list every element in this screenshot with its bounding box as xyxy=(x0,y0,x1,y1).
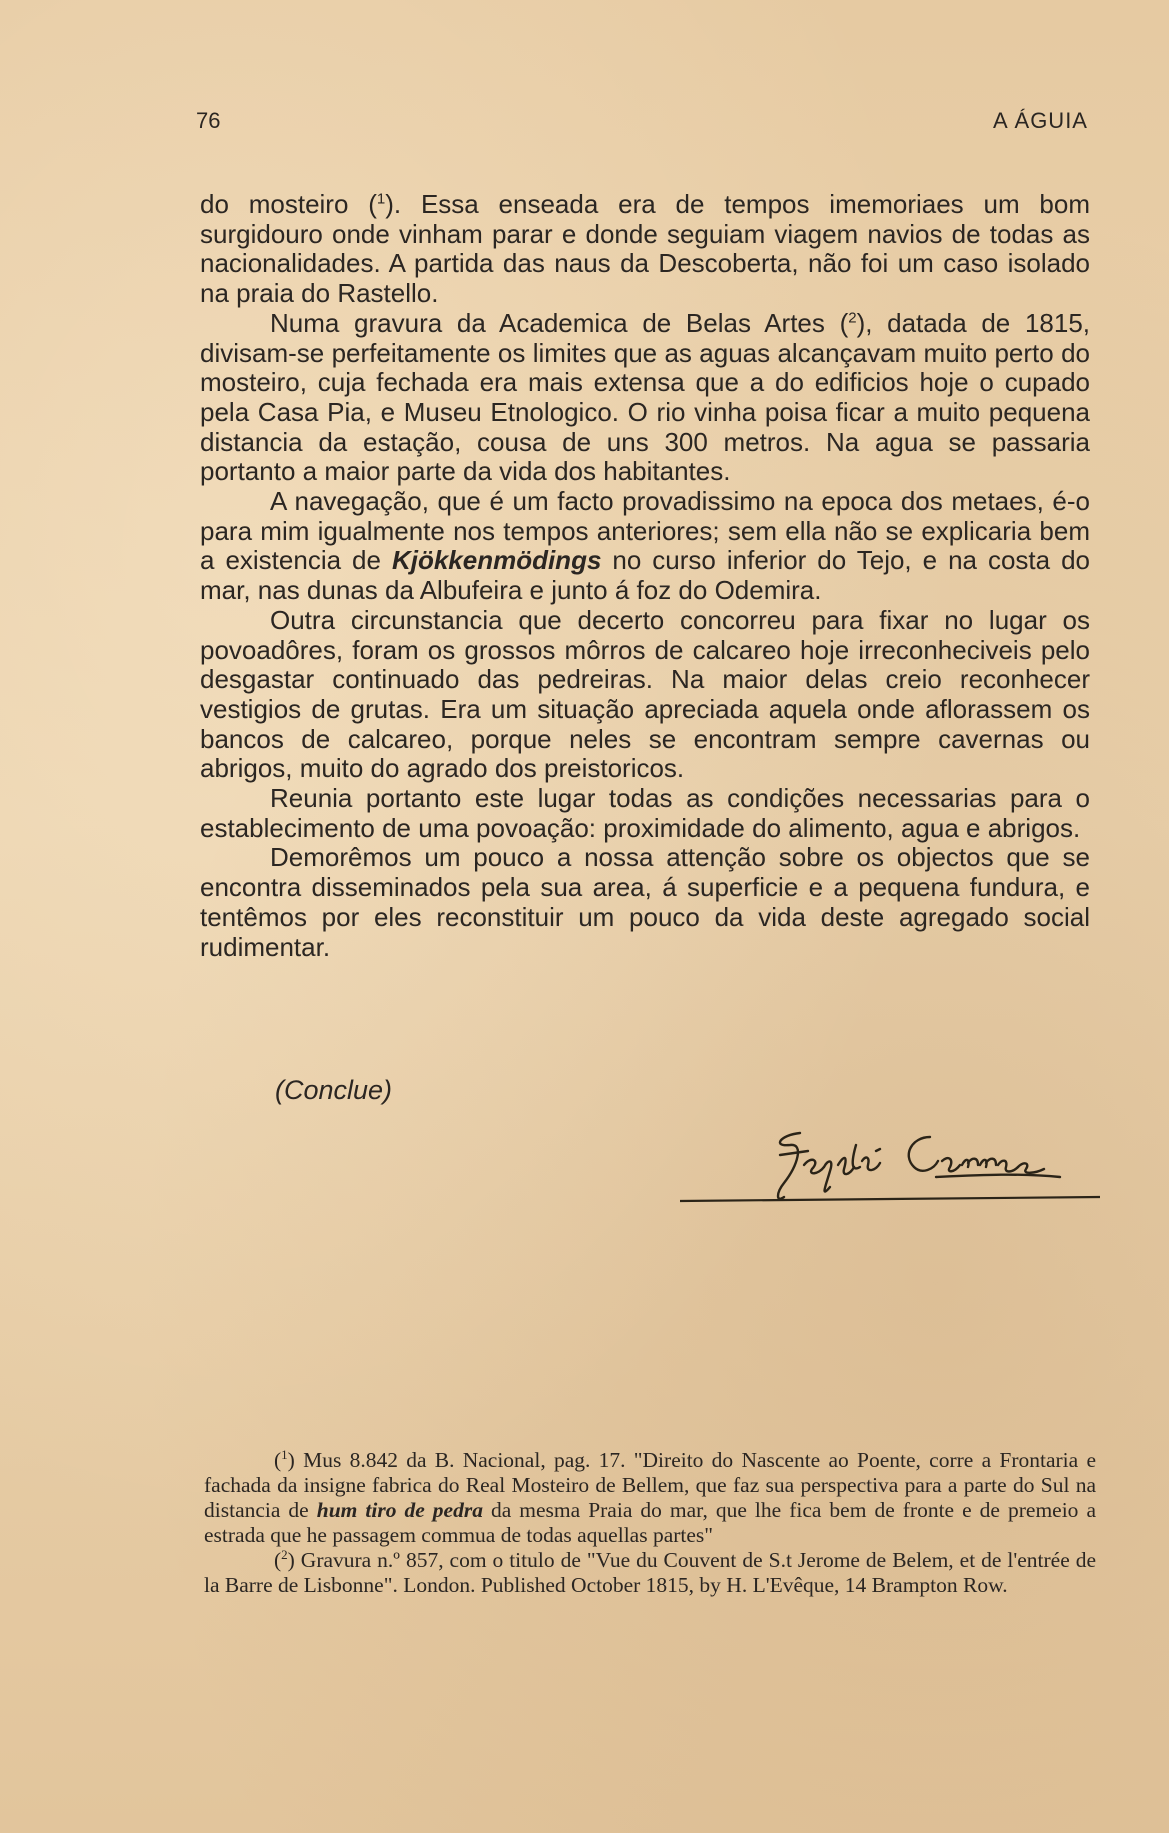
page-number: 76 xyxy=(196,108,221,133)
term-kjokkenmodings: Kjökkenmödings xyxy=(391,545,602,576)
signature xyxy=(680,1125,1100,1215)
paragraph-2: Numa gravura da Academica de Belas Artes ($^2$), datada de 1815, divisam-se perfeitamente os limites que as aguas alcançavam muito perto do mosteiro, cuja fechada era mais extensa que a do edificios hoje o cupado pela Casa Pia, e Museu Etnologico. O rio vinha poisa ficar a muito pequena distancia da estação, cousa de uns 300 metros. Na agua se passaria portanto a maior parte da vida dos habitantes. xyxy=(200,307,1091,487)
footnote-emphasis: hum tiro de pedra xyxy=(316,1498,483,1522)
footnote-ref-1: 1 xyxy=(376,190,386,208)
article-body xyxy=(200,190,1090,962)
paragraph-6: Demorêmos um pouco a nossa attenção sobre os objectos que se encontra disseminados pela sua area, á superficie e a pequena fundura, e tentêmos por eles reconstituir um pouco da vida deste agregado social rudimentar. xyxy=(200,842,1090,962)
footnote-1: ($^1$) Mus 8.842 da B. Nacional, pag. 17. "Direito do Nascente ao Poente, corre a Frontaria e fachada da insigne fabrica do Real Mosteiro de Bellem, que faz sua perspectiva para a parte do Sul na distancia de hum tiro de pedra da mesma Praia do mar, que lhe fica bem de fronte e de premeio a estrada que he passagem commua de todas aquellas partes" xyxy=(204,1446,1096,1547)
footnote-2: ($^2$) Gravura n.º 857, com o titulo de "Vue du Couvent de S.t Jerome de Belem, et de l'entrée de la Barre de Lisbonne". London. Published October 1815, by H. L'Evêque, 14 Brampton Row. xyxy=(204,1546,1096,1597)
paragraph-1: do mosteiro ($^1$). Essa enseada era de tempos imemoriaes um bom surgidouro onde vinham parar e donde seguiam viagem navios de todas as nacionalidades. A partida das naus da Descoberta, não foi um caso isolado na praia do Rastello. xyxy=(200,189,1090,309)
running-title: A ÁGUIA xyxy=(992,108,1088,133)
paragraph-4: Outra circunstancia que decerto concorreu para fixar no lugar os povoadôres, foram os grossos môrros de calcareo hoje irreconheciveis pelo desgastar continuado das pedreiras. Na maior delas creio reconhecer vestigios de grutas. Era um situação apreciada aquela onde aflorassem os bancos de calcareo, porque neles se encontram sempre cavernas ou abrigos, muito do agrado dos preistoricos. xyxy=(200,604,1090,784)
paragraph-3: A navegação, que é um facto provadissimo na epoca dos metaes, é-o para mim igualmente nos tempos anteriores; sem ella não se explicaria bem a existencia de Kjökkenmödings no curso inferior do Tejo, e na costa do mar, nas dunas da Albufeira e junto á foz do Odemira. xyxy=(200,486,1091,606)
paragraph-5: Reunia portanto este lugar todas as condições necessarias para o establecimento de uma povoação: proximidade do alimento, agua e abrigos. xyxy=(200,783,1090,843)
page-header xyxy=(196,108,1088,142)
closing-note: (Conclue) xyxy=(275,1075,393,1105)
footnotes xyxy=(204,1448,1096,1598)
footnote-ref-2: 2 xyxy=(848,309,857,327)
